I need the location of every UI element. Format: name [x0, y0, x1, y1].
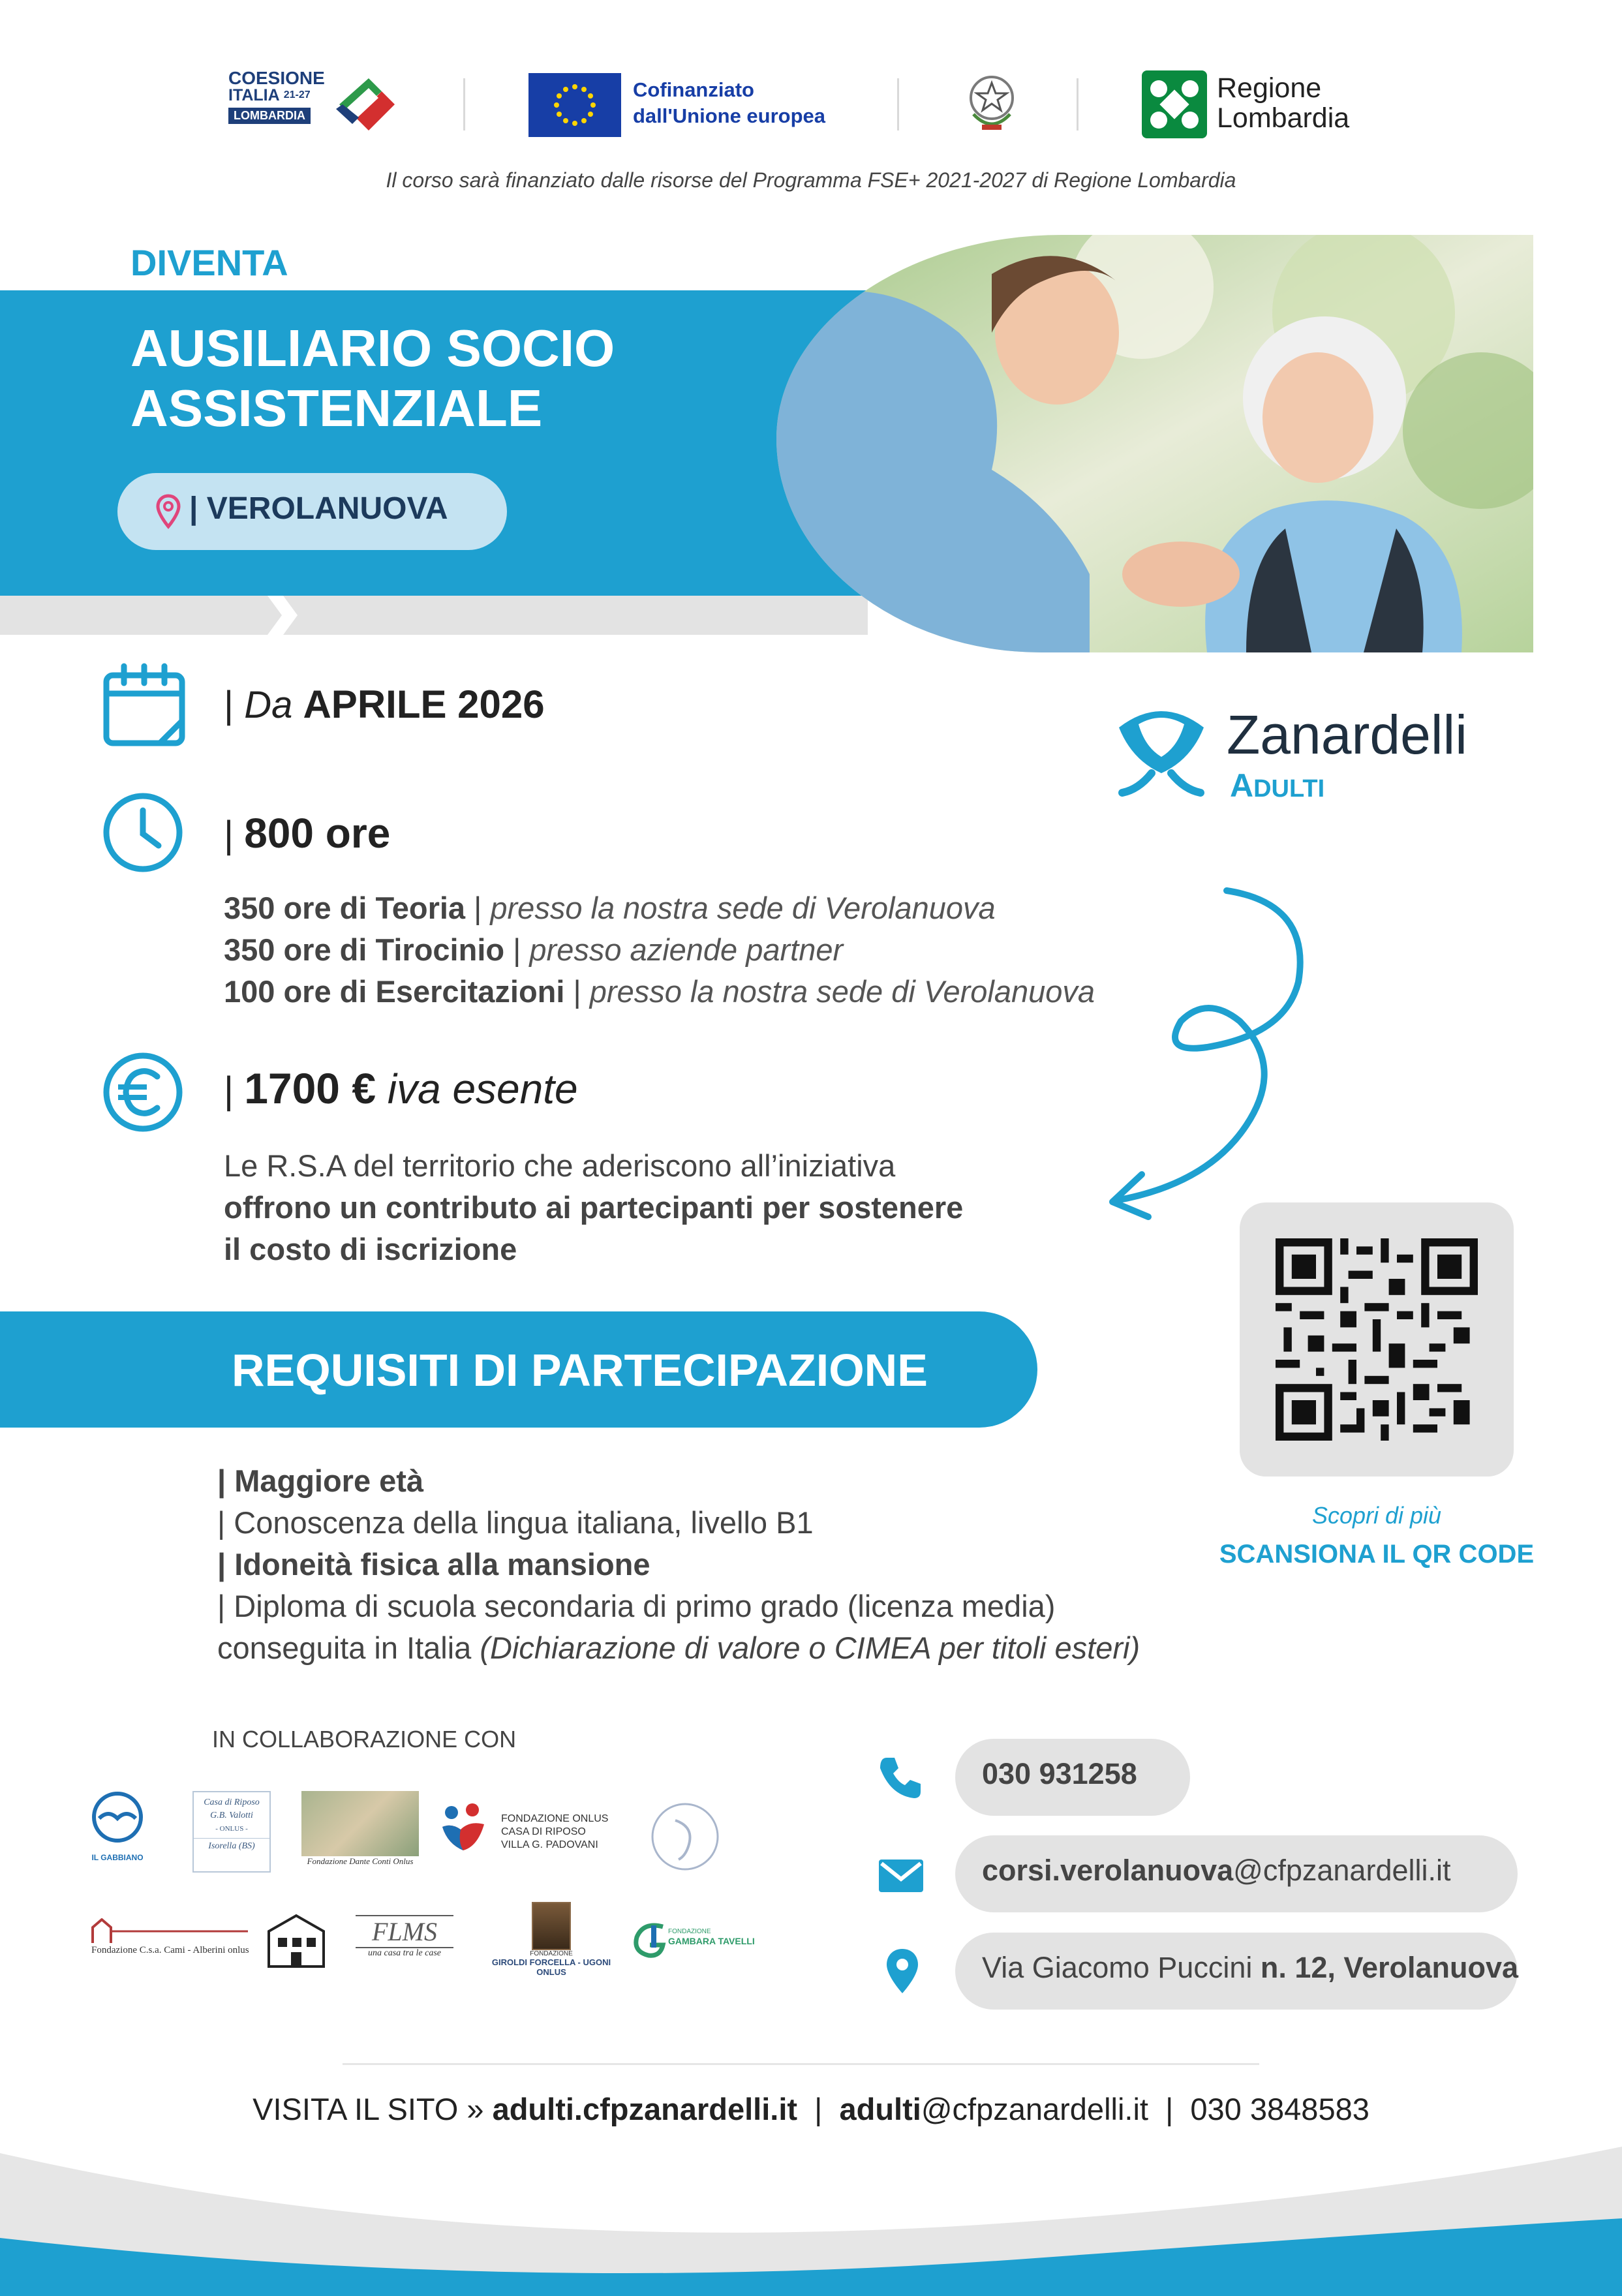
header-separator	[463, 78, 465, 130]
coesione-title: COESIONE	[228, 68, 325, 88]
list-item: | Idoneità fisica alla mansione	[217, 1547, 650, 1582]
euro-icon	[101, 1050, 185, 1134]
course-price-note: iva esente	[376, 1065, 578, 1112]
contact-phone[interactable]: 030 931258	[982, 1757, 1137, 1790]
coesione-italia-logo	[228, 69, 401, 140]
partner-logo-il-gabbiano: IL GABBIANO	[85, 1791, 150, 1862]
start-date: | Da APRILE 2026	[224, 682, 545, 726]
footer-email-link[interactable]: adulti	[839, 2092, 921, 2126]
contact-address[interactable]: Via Giacomo Puccini n. 12, Verolanuova	[982, 1951, 1519, 1984]
partner-text-padovani: FONDAZIONE ONLUS CASA DI RIPOSO VILLA G. PADOVANI	[501, 1813, 609, 1850]
chevron-right-icon	[268, 596, 298, 635]
phone-icon	[878, 1755, 923, 1801]
contact-email[interactable]: corsi.verolanuova@cfpzanardelli.it	[982, 1854, 1451, 1887]
hours-breakdown-list	[224, 887, 1095, 1013]
header-separator	[1077, 78, 1079, 130]
hero-photo-caregiver-elderly	[776, 235, 1533, 652]
hero-title-line2: ASSISTENZIALE	[130, 379, 543, 437]
requirements-list	[217, 1460, 1140, 1669]
list-item: | Diploma di scuola secondaria di primo grado (licenza media)	[217, 1589, 1056, 1623]
list-item: | Conoscenza della lingua italiana, livello B1	[217, 1505, 814, 1540]
list-item: | Maggiore età	[217, 1463, 424, 1498]
list-item: 100 ore di Esercitazioni | presso la nostra sede di Verolanuova	[224, 974, 1095, 1009]
list-item: conseguita in Italia (Dichiarazione di valore o CIMEA per titoli esteri)	[217, 1630, 1140, 1665]
coesione-line2: ITALIA	[228, 86, 279, 104]
footer-line: VISITA IL SITO » adulti.cfpzanardelli.it | adulti@cfpzanardelli.it | 030 3848583	[252, 2092, 1370, 2126]
qr-code-box[interactable]	[1240, 1202, 1514, 1477]
eu-cofinanced-line1: Cofinanziato	[633, 78, 754, 101]
clock-icon	[101, 791, 185, 874]
footer-divider	[343, 2063, 1259, 2065]
location-pin-icon	[885, 1948, 920, 1995]
footer-phone[interactable]: 030 3848583	[1190, 2092, 1370, 2126]
coesione-ribbon-icon	[333, 69, 401, 137]
partner-logo-flms: FLMS una casa tra le case	[356, 1915, 453, 1959]
footer-visit-label: VISITA IL SITO »	[252, 2092, 493, 2126]
rsa-contribution-note: Le R.S.A del territorio che aderiscono all’iniziativa offrono un contributo ai partecipanti per sostenere il costo di iscrizione	[224, 1148, 964, 1266]
people-heart-icon	[438, 1801, 491, 1853]
eu-cofinanced-line2: dall'Unione europea	[633, 104, 826, 127]
house-line-icon	[91, 1918, 251, 1944]
partner-logo-padovani	[438, 1801, 491, 1856]
course-price: | 1700 € iva esente	[224, 1064, 578, 1112]
start-date-da: Da	[244, 684, 293, 726]
partner-logo-valotti: Casa di Riposo G.B. Valotti - ONLUS - Isorella (BS)	[192, 1791, 271, 1873]
partner-logo-giroldi-forcella: FONDAZIONE GIROLDI FORCELLA - UGONI ONLUS	[489, 1902, 613, 1977]
calendar-icon	[101, 662, 187, 748]
gambara-tavelli-icon	[630, 1921, 669, 1958]
zanardelli-brand-sub: ADULTI	[1230, 767, 1325, 804]
eu-flag-icon	[528, 73, 621, 137]
funding-note: Il corso sarà finanziato dalle risorse del Programma FSE+ 2021-2027 di Regione Lombardia	[386, 168, 1236, 192]
location-pin-icon	[155, 494, 181, 529]
gabbiano-icon	[85, 1791, 150, 1850]
dante-conti-image	[301, 1791, 419, 1856]
footer-site-link[interactable]: adulti.cfpzanardelli.it	[492, 2092, 798, 2126]
collaboration-label: IN COLLABORAZIONE CON	[212, 1726, 517, 1753]
start-date-value: APRILE 2026	[303, 682, 545, 726]
qr-caption-scan: SCANSIONA IL QR CODE	[1219, 1540, 1535, 1569]
hero-location: | VEROLANUOVA	[189, 491, 448, 526]
mail-icon	[878, 1858, 925, 1893]
course-hours-value: 800 ore	[244, 810, 391, 857]
footer-wave	[0, 2147, 1622, 2296]
page: COESIONE ITALIA $^{21-27}$ LOMBARDIA Cofinanziato dall'Unione europea Regione Lombardia Il corso sarà finanziato dalle risorse del Programma FSE+ 2021-2027 di Regione Lombardia DIVENTA AUSILIARIO SOCIO ASSISTENZIALE | VEROLANUOVA | Da APRILE 2026 | 800 ore 350 ore di Teoria | presso la nostra sede di Verolanuova 350 ore di Tirocinio | presso aziende partner 100 ore di Esercitazioni | presso la nostra sede di Verolanuova | 1700 € iva esente Le R.S.A del territorio che aderiscono all’iniziativa offrono un contributo ai partecipanti per sostenere il costo di iscrizione Zanardelli ADULTI REQUISITI DI PARTECIPAZIONE | Maggiore età | Conoscenza della lingua italiana, livello B1 | Idoneità fisica alla mansione | Diploma di scuola secondaria di primo grado (licenza media) conseguita in Italia (Dichiarazione di valore o CIMEA per titoli esteri) Scopri di più SCANSIONA IL QR CODE IN COLLABORAZIONE CON IL GABBIANO Casa di Riposo G.B. Valotti - ONLUS - Isorella (BS) Fondazione Dante Conti Onlus FONDAZIONE ONLUS CASA DI RIPOSO VILLA G. PADOVANI Fondazione C.s.a. Cami - Alberini onlus FLMS una casa tra le case FONDAZIONE GIROLDI FORCELLA - UGONI ONLUS FONDAZIONE GAMBARA TAVELLI 030 931258 corsi.verolanuova@cfpzanardelli.it Via Giacomo Puccini n. 12, Verolanuova VISITA IL SITO » adulti.cfpzanardelli.it | adulti@cfpzanardelli.it | 030 3848583	[0, 0, 1622, 2296]
course-price-value: 1700 €	[244, 1064, 376, 1112]
portrait-image	[532, 1902, 571, 1950]
curly-arrow-icon	[1077, 878, 1338, 1230]
zanardelli-logo-icon	[1112, 701, 1210, 799]
regione-line1: Regione	[1217, 72, 1322, 104]
partner-logo-dante-conti: Fondazione Dante Conti Onlus	[301, 1791, 419, 1867]
regione-lombardia-logo-icon	[1142, 70, 1207, 138]
qr-caption-more: Scopri di più	[1311, 1502, 1442, 1529]
course-hours: | 800 ore	[224, 810, 391, 857]
building-sketch-icon	[266, 1912, 326, 1969]
zanardelli-brand-name: Zanardelli	[1227, 704, 1467, 765]
requirements-title: REQUISITI DI PARTECIPAZIONE	[232, 1345, 928, 1396]
list-item: 350 ore di Teoria | presso la nostra sede di Verolanuova	[224, 891, 996, 925]
hero-title-line1: AUSILIARIO SOCIO	[130, 319, 615, 377]
header-separator	[897, 78, 899, 130]
hero-grey-band	[0, 596, 868, 635]
italian-republic-emblem-icon	[966, 69, 1018, 137]
coesione-region: LOMBARDIA	[228, 108, 311, 124]
list-item: 350 ore di Tirocinio | presso aziende partner	[224, 932, 844, 967]
coesione-years: 21-27	[283, 89, 311, 100]
partner-logo-cami-alberini: Fondazione C.s.a. Cami - Alberini onlus	[91, 1918, 251, 1956]
partner-logo-round-icon	[649, 1801, 721, 1873]
qr-code-icon[interactable]	[1276, 1238, 1478, 1441]
hero-kicker: DIVENTA	[130, 242, 288, 283]
regione-line2: Lombardia	[1217, 102, 1350, 134]
